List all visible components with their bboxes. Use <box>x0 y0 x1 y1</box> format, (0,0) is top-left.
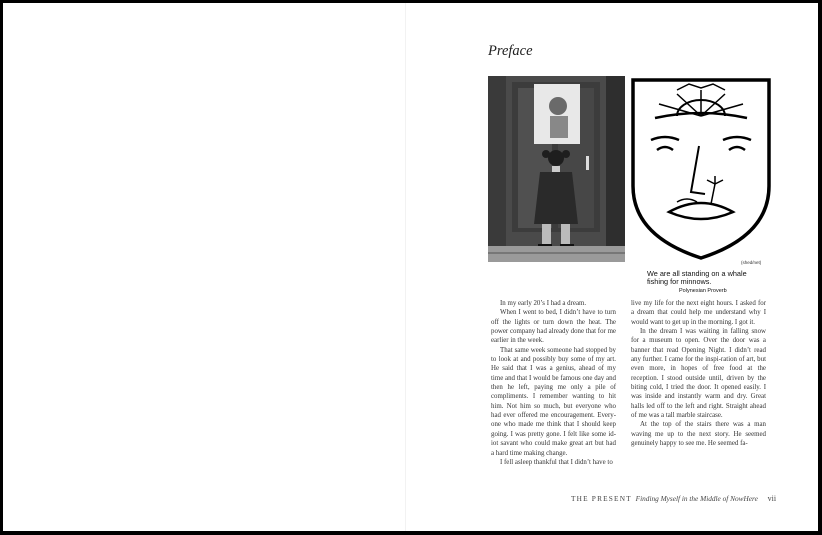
face-drawing <box>629 76 774 266</box>
paragraph: In the dream I was waiting in falling snow for a museum to open. Over the door was a banner that read Opening Night. I didn’t read any further. I came for the inspi-ration of art, but even more, in hopes of free food at the reception. I stood outside until, driven by the biting cold, I tried the door. It opened easily. I was inside and instantly warm and dry. Great halls led off to the left and right. Straight ahead of me was a tall marble staircase. <box>631 328 766 420</box>
doorway-photo-image <box>488 76 625 262</box>
body-column-right <box>631 299 766 449</box>
page-number: vii <box>767 494 777 503</box>
proverb-caption: We are all standing on a whale fishing for minnows. <box>647 269 747 287</box>
childhood-photo <box>488 76 625 262</box>
body-column-left <box>491 299 616 467</box>
paragraph: In my early 20’s I had a dream. <box>500 300 587 307</box>
page-title: Preface <box>488 43 533 59</box>
footer-section-title: THE PRESENT <box>571 494 632 503</box>
footer-chapter-title: Finding Myself in the Middle of NowHere <box>635 494 758 503</box>
paragraph: live my life for the next eight hours. I asked for a dream that could help me understand why I would want to get up in the morning. I got it. <box>631 300 766 326</box>
artist-signature: (shed/net) <box>741 260 762 265</box>
paragraph: When I went to bed, I didn’t have to turn off the lights or turn down the heat. The power company had already done that for me earlier in the week. <box>491 309 616 345</box>
paragraph: That same week someone had stopped by to look at and possibly buy some of my art. He said that I was a genius, ahead of my time and that I would be famous one day and then he left, paying me only a pile of compliments. I remember wanting to hit him. Not him so much, but everyone who had ever offered me encouragement. Every-one who made me think that I should keep going. I was pretty gone. I felt like some id-iot savant who could make great art but had a hard time making change. <box>491 346 616 457</box>
whale-proverb-illustration <box>629 76 774 294</box>
page-gutter <box>405 3 406 531</box>
running-footer <box>571 494 776 503</box>
book-spread <box>3 3 818 531</box>
paragraph: I fell asleep thankful that I didn’t have to <box>500 458 613 466</box>
proverb-attribution: Polynesian Proverb <box>679 288 727 294</box>
paragraph: At the top of the stairs there was a man waving me up to the next story. He seemed genuinely happy to see me. He seemed fa- <box>631 421 766 448</box>
